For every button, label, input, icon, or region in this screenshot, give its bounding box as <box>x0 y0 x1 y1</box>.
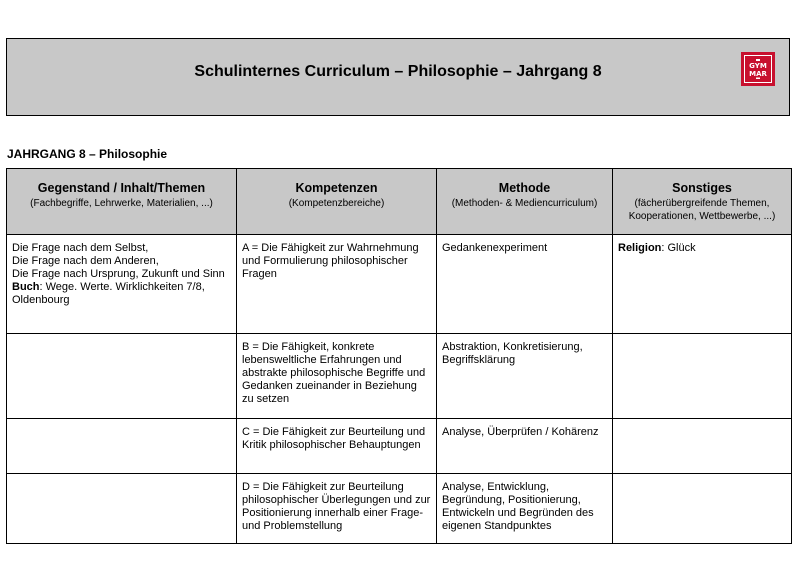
cell-sonstiges <box>613 474 792 544</box>
cell-sonstiges <box>613 334 792 419</box>
svg-text:MAR: MAR <box>749 70 767 78</box>
cell-methode: Gedankenexperiment <box>437 235 613 334</box>
cell-sonstiges <box>613 419 792 474</box>
table-row <box>7 419 792 474</box>
cell-methode: Abstraktion, Konkretisierung, Begriffsklärung <box>437 334 613 419</box>
cell-inhalt <box>7 419 237 474</box>
column-header-kompetenzen: Kompetenzen (Kompetenzbereiche) <box>237 169 437 235</box>
cell-sonstiges: Religion: Glück <box>613 235 792 334</box>
page-title: Schulinternes Curriculum – Philosophie – Jahrgang 8 <box>194 63 602 80</box>
column-header-inhalt: Gegenstand / Inhalt/Themen (Fachbegriffe, Lehrwerke, Materialien, ...) <box>7 169 237 235</box>
column-header-methode: Methode (Methoden- & Mediencurriculum) <box>437 169 613 235</box>
svg-text:GYM: GYM <box>749 62 767 70</box>
cell-inhalt <box>7 474 237 544</box>
cell-inhalt <box>7 334 237 419</box>
cell-kompetenz: D = Die Fähigkeit zur Beurteilung philosophischer Überlegungen und zur Positionierung innerhalb einer Frage- und Problemstellung <box>237 474 437 544</box>
cell-inhalt: Die Frage nach dem Selbst, Die Frage nach dem Anderen, Die Frage nach Ursprung, Zukunft und Sinn Buch: Wege. Werte. Wirklichkeiten 7/8, Oldenbourg <box>7 235 237 334</box>
header-box <box>6 38 790 116</box>
cell-methode: Analyse, Entwicklung, Begründung, Positionierung, Entwickeln und Begründen des eigenen Standpunktes <box>437 474 613 544</box>
cell-kompetenz: C = Die Fähigkeit zur Beurteilung und Kritik philosophischer Behauptungen <box>237 419 437 474</box>
cell-kompetenz: A = Die Fähigkeit zur Wahrnehmung und Formulierung philosophischer Fragen <box>237 235 437 334</box>
section-title: JAHRGANG 8 – Philosophie <box>7 147 168 161</box>
table-row <box>7 474 792 544</box>
gymnasium-logo-icon <box>741 52 775 86</box>
table-row <box>7 235 792 334</box>
table-row <box>7 334 792 419</box>
cell-kompetenz: B = Die Fähigkeit, konkrete lebensweltliche Erfahrungen und abstrakte philosophische Begriffe und Gedanken zueinander in Beziehung zu setzen <box>237 334 437 419</box>
table-header-row <box>7 169 792 235</box>
column-header-sonstiges: Sonstiges (fächerübergreifende Themen, Kooperationen, Wettbewerbe, ...) <box>613 169 792 235</box>
curriculum-table <box>6 168 792 544</box>
cell-methode: Analyse, Überprüfen / Kohärenz <box>437 419 613 474</box>
